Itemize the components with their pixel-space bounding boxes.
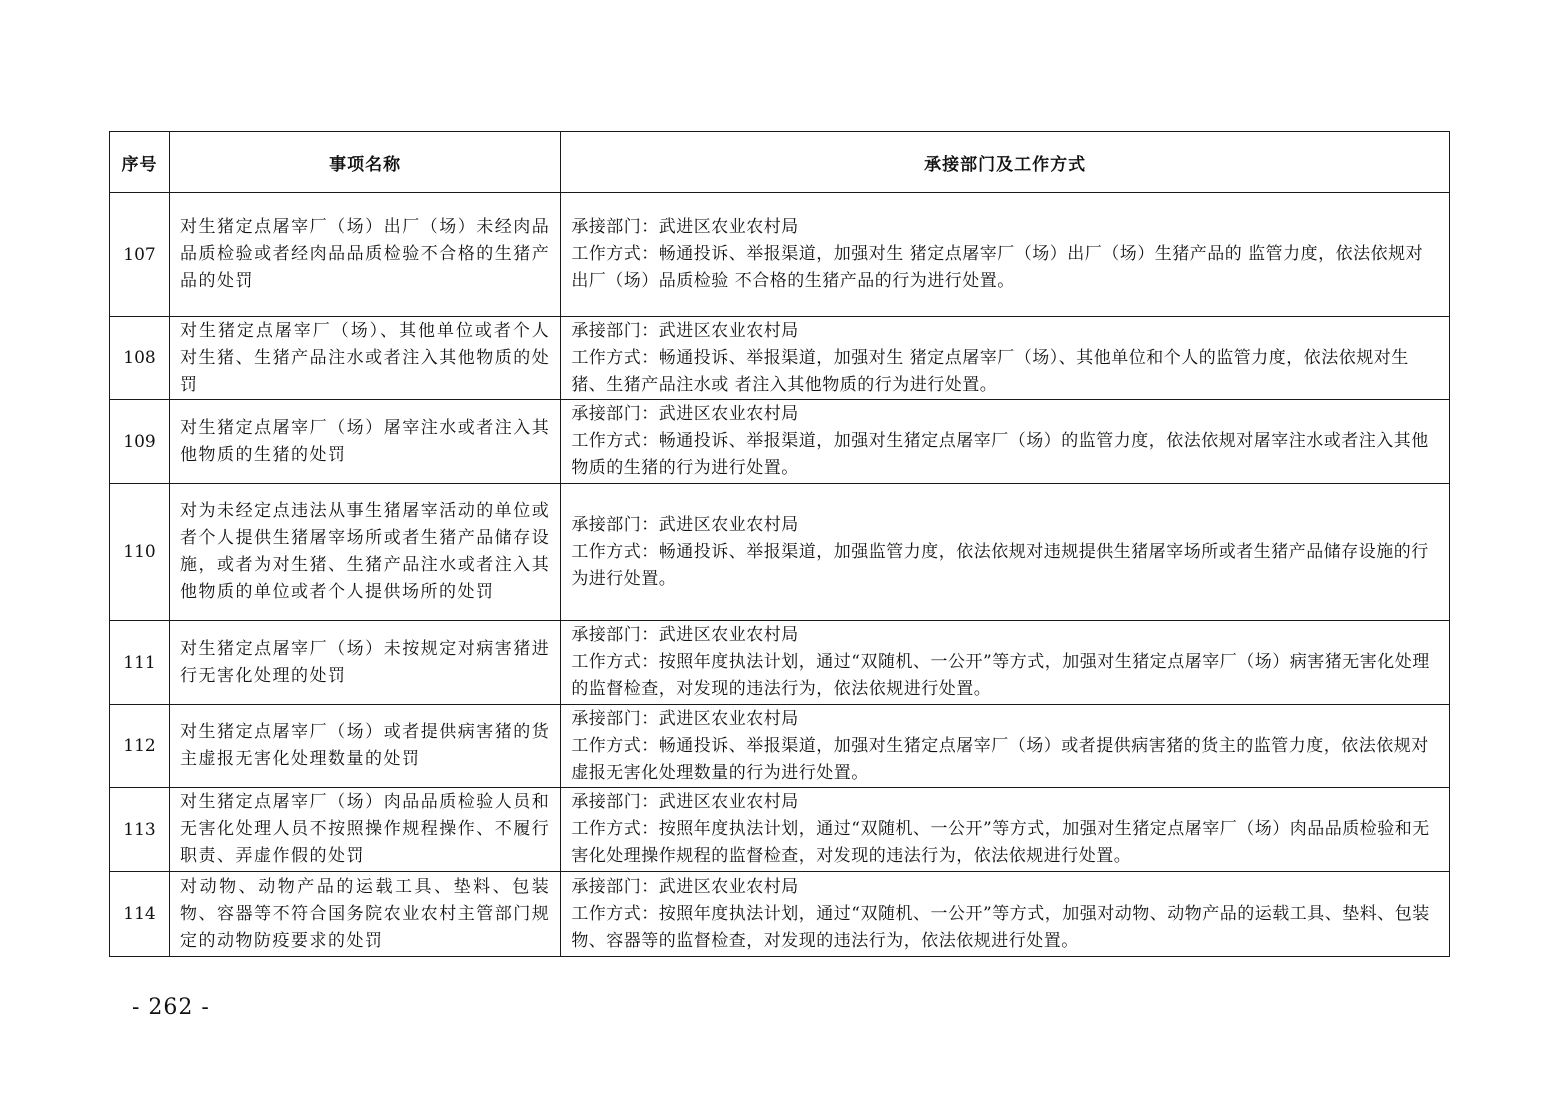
page-number: - 262 - <box>132 995 210 1020</box>
department: 承接部门：武进区农业农村局 <box>571 625 799 645</box>
row-number: 107 <box>110 193 170 317</box>
table-row <box>110 317 1450 400</box>
department-method-cell <box>561 484 1450 621</box>
table-row <box>110 400 1450 484</box>
matter-name: 对生猪定点屠宰厂（场）屠宰注水或者注入其他物质的生猪的处罚 <box>170 400 561 484</box>
table-row <box>110 621 1450 705</box>
table-row <box>110 705 1450 788</box>
row-number: 110 <box>110 484 170 621</box>
department: 承接部门：武进区农业农村局 <box>571 320 799 341</box>
table-row <box>110 872 1450 957</box>
matter-name: 对生猪定点屠宰厂（场）、其他单位或者个人对生猪、生猪产品注水或者注入其他物质的处罚 <box>170 317 561 400</box>
department-method-cell <box>561 317 1450 400</box>
matter-name: 对生猪定点屠宰厂（场）未按规定对病害猪进行无害化处理的处罚 <box>170 621 561 705</box>
work-method: 工作方式：畅通投诉、举报渠道，加强对生 猪定点屠宰厂（场）出厂（场）生猪产品的 监管力度，依法依规对出厂（场）品质检验 不合格的生猪产品的行为进行处置。 <box>571 244 1424 291</box>
department: 承接部门：武进区农业农村局 <box>571 876 799 897</box>
department: 承接部门：武进区农业农村局 <box>571 792 799 812</box>
department: 承接部门：武进区农业农村局 <box>571 514 799 535</box>
department-method-cell <box>561 193 1450 317</box>
matters-table <box>109 131 1450 957</box>
header-department-method: 承接部门及工作方式 <box>561 132 1450 193</box>
department: 承接部门：武进区农业农村局 <box>571 217 799 237</box>
table-header-row <box>110 132 1450 193</box>
department: 承接部门：武进区农业农村局 <box>571 404 799 424</box>
department-method-cell <box>561 788 1450 872</box>
table-row <box>110 788 1450 872</box>
row-number: 108 <box>110 317 170 400</box>
row-number: 114 <box>110 872 170 957</box>
row-number: 113 <box>110 788 170 872</box>
department-method-cell <box>561 872 1450 957</box>
department-method-cell <box>561 621 1450 705</box>
matter-name: 对生猪定点屠宰厂（场）肉品品质检验人员和无害化处理人员不按照操作规程操作、不履行职责、弄虚作假的处罚 <box>170 788 561 872</box>
work-method: 工作方式：畅通投诉、举报渠道，加强对生猪定点屠宰厂（场）的监管力度，依法依规对屠宰注水或者注入其他物质的生猪的行为进行处置。 <box>571 431 1429 478</box>
header-serial-number: 序号 <box>110 132 170 193</box>
work-method: 工作方式：畅通投诉、举报渠道，加强对生 猪定点屠宰厂（场）、其他单位和个人的监管力度，依法依规对生猪、生猪产品注水或 者注入其他物质的行为进行处置。 <box>571 347 1409 395</box>
work-method: 工作方式：按照年度执法计划，通过“双随机、一公开”等方式，加强对动物、动物产品的运载工具、垫料、包装物、容器等的监督检查，对发现的违法行为，依法依规进行处置。 <box>571 903 1430 951</box>
table-row <box>110 193 1450 317</box>
row-number: 111 <box>110 621 170 705</box>
department: 承接部门：武进区农业农村局 <box>571 708 799 729</box>
department-method-cell <box>561 705 1450 788</box>
work-method: 工作方式：畅通投诉、举报渠道，加强监管力度，依法依规对违规提供生猪屠宰场所或者生猪产品储存设施的行为进行处置。 <box>571 541 1429 589</box>
matter-name: 对生猪定点屠宰厂（场）出厂（场）未经肉品品质检验或者经肉品品质检验不合格的生猪产品的处罚 <box>170 193 561 317</box>
matter-name: 对动物、动物产品的运载工具、垫料、包装物、容器等不符合国务院农业农村主管部门规定的动物防疫要求的处罚 <box>170 872 561 957</box>
table-row <box>110 484 1450 621</box>
work-method: 工作方式：按照年度执法计划，通过“双随机、一公开”等方式，加强对生猪定点屠宰厂（场）肉品品质检验和无害化处理操作规程的监督检查，对发现的违法行为，依法依规进行处置。 <box>571 819 1430 866</box>
header-matter-name: 事项名称 <box>170 132 561 193</box>
row-number: 112 <box>110 705 170 788</box>
work-method: 工作方式：按照年度执法计划，通过“双随机、一公开”等方式，加强对生猪定点屠宰厂（场）病害猪无害化处理的监督检查，对发现的违法行为，依法依规进行处置。 <box>571 652 1430 699</box>
department-method-cell <box>561 400 1450 484</box>
work-method: 工作方式：畅通投诉、举报渠道，加强对生猪定点屠宰厂（场）或者提供病害猪的货主的监管力度，依法依规对虚报无害化处理数量的行为进行处置。 <box>571 735 1429 783</box>
matter-name: 对生猪定点屠宰厂（场）或者提供病害猪的货主虚报无害化处理数量的处罚 <box>170 705 561 788</box>
matter-name: 对为未经定点违法从事生猪屠宰活动的单位或者个人提供生猪屠宰场所或者生猪产品储存设施，或者为对生猪、生猪产品注水或者注入其他物质的单位或者个人提供场所的处罚 <box>170 484 561 621</box>
row-number: 109 <box>110 400 170 484</box>
